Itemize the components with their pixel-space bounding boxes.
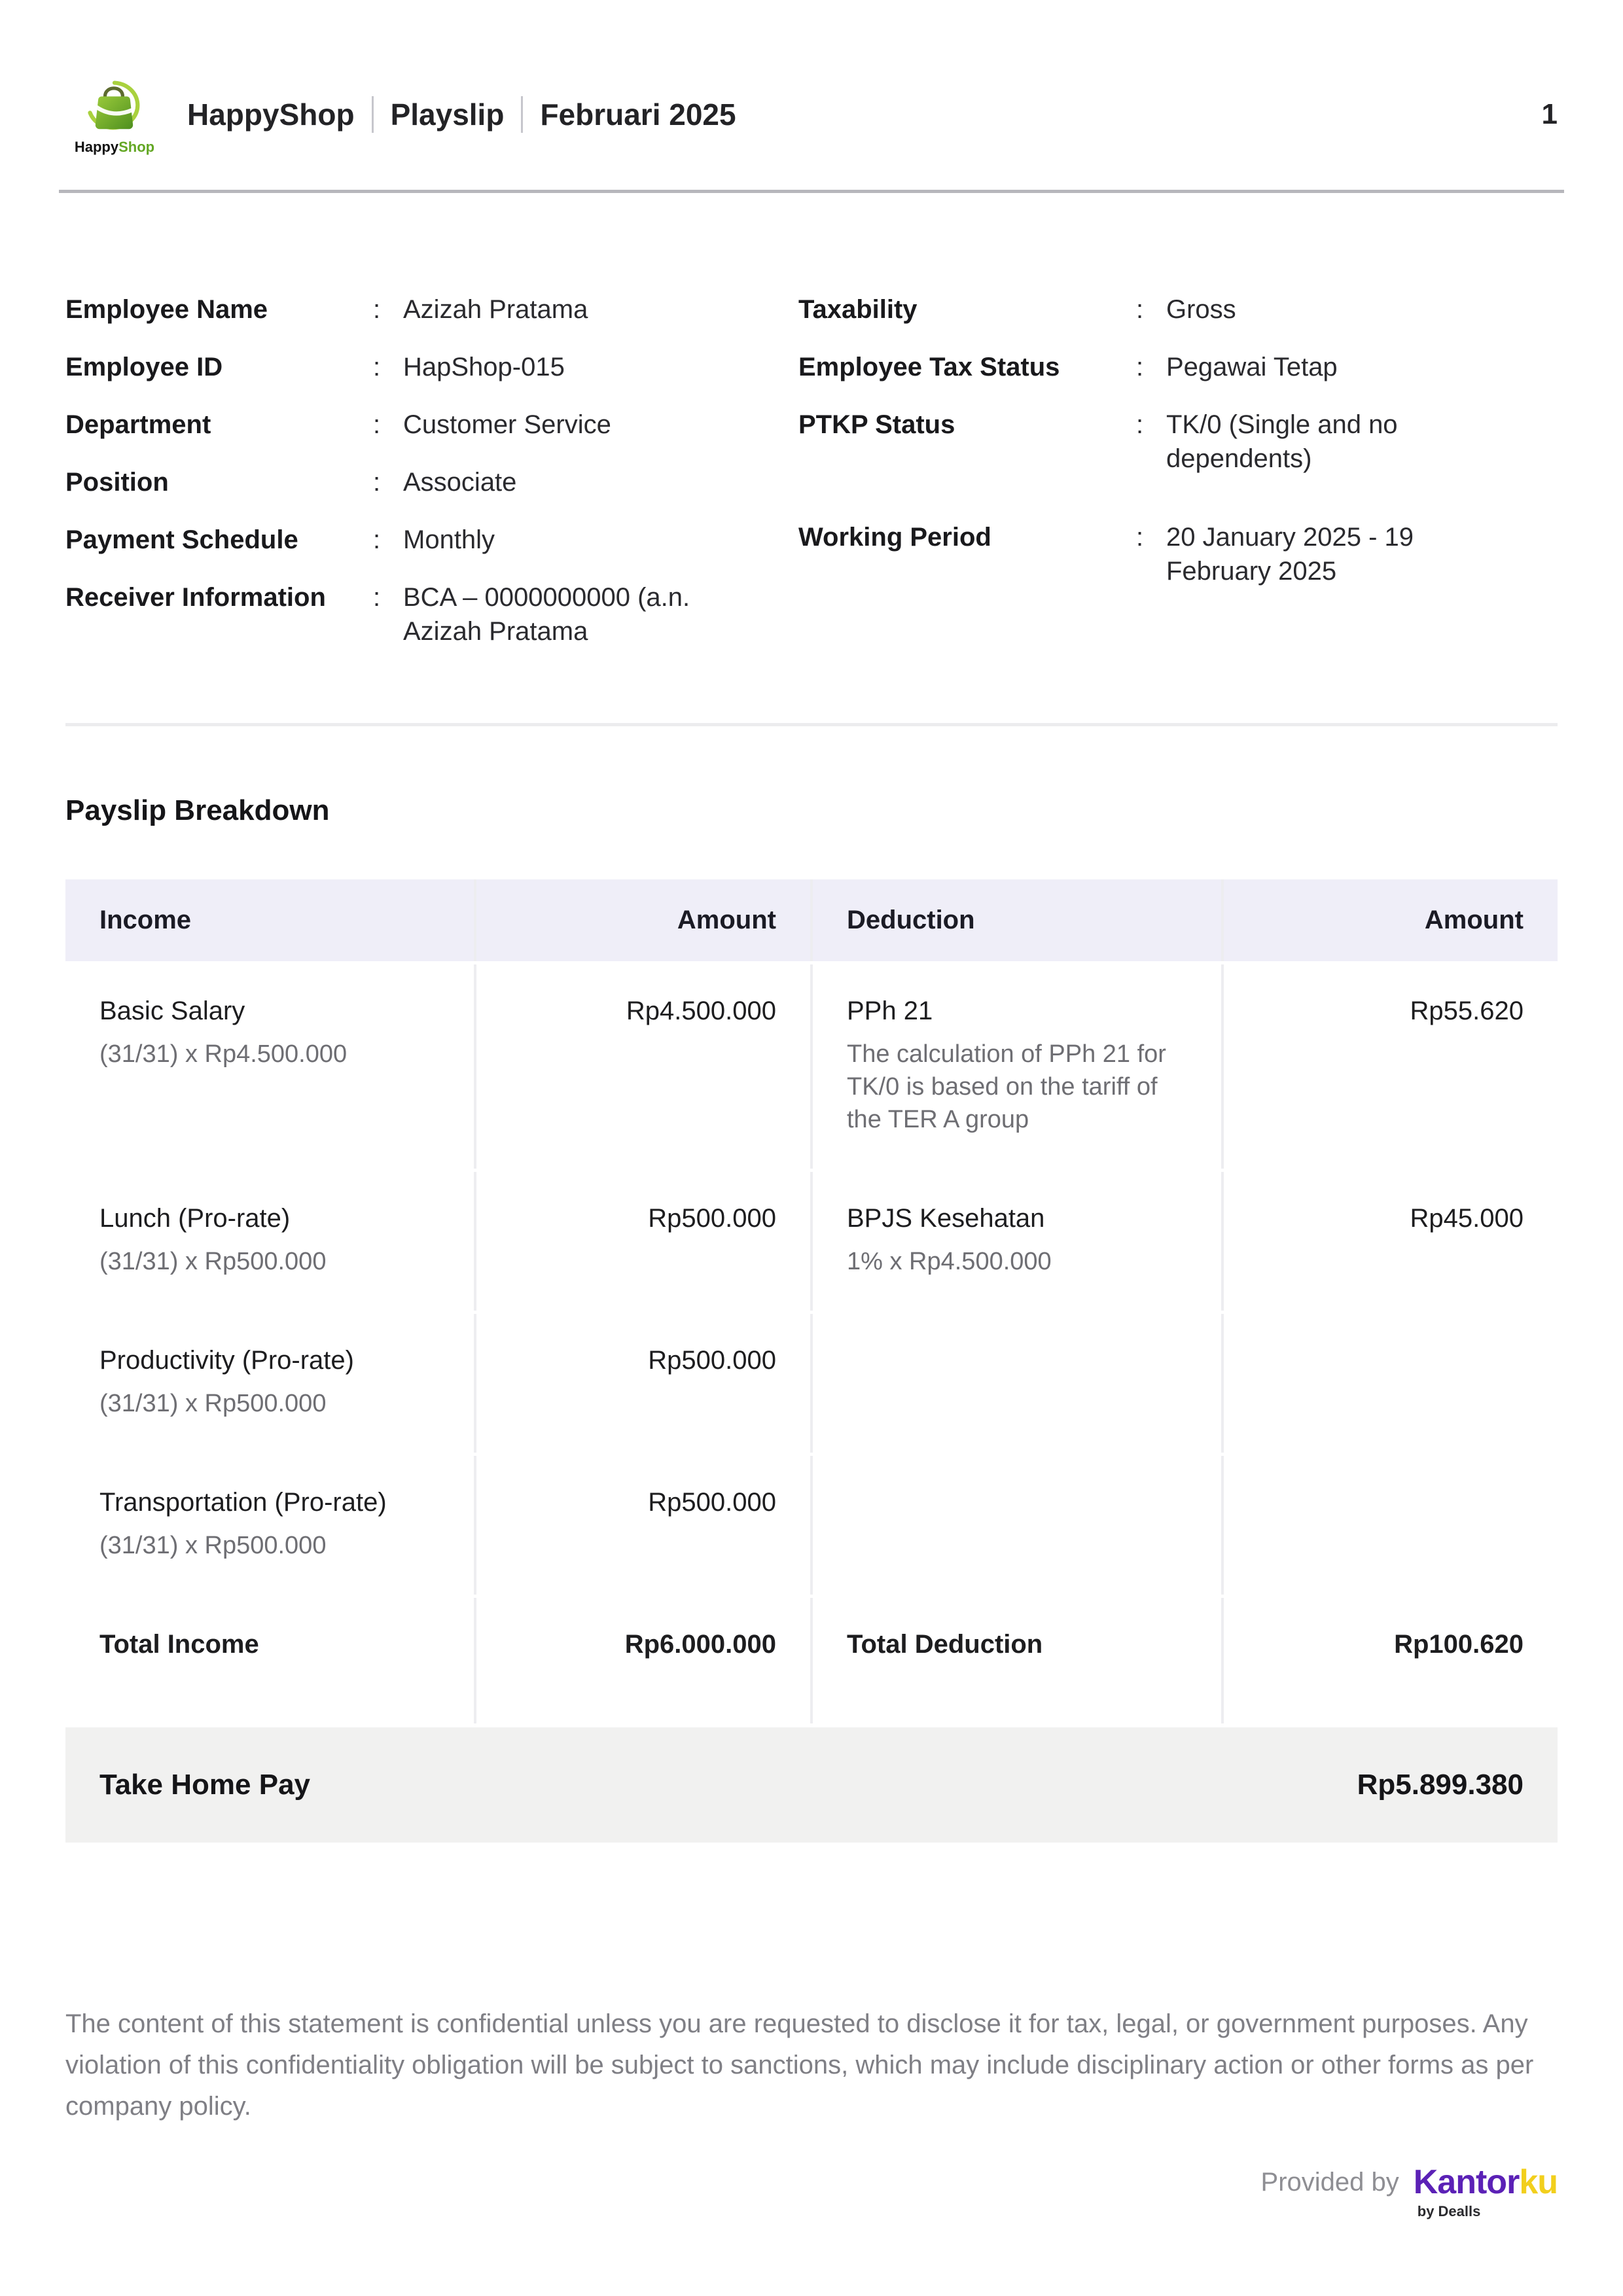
income-amount: Rp500.000 — [648, 1346, 776, 1375]
info-colon: : — [373, 410, 381, 439]
header-separator — [372, 96, 374, 133]
kantorku-kantor-text: Kantor — [1413, 2163, 1520, 2201]
table-row-lunch — [65, 1172, 1558, 1311]
kantorku-wordmark — [1414, 2161, 1558, 2203]
document-header — [65, 73, 1558, 156]
total-income-label-cell — [65, 1598, 474, 1723]
income-item-cell — [65, 1456, 474, 1595]
income-item-name: Basic Salary — [99, 997, 245, 1025]
info-label: Receiver Information — [65, 583, 326, 612]
income-amount-cell — [476, 1172, 810, 1311]
info-row-receiver-information — [65, 580, 798, 648]
deduction-amount-cell — [1224, 1314, 1558, 1453]
info-value: Monthly — [403, 525, 495, 554]
income-item-formula: (31/31) x Rp500.000 — [99, 1248, 327, 1275]
total-deduction-amount: Rp100.620 — [1394, 1630, 1524, 1659]
info-value: Associate — [403, 468, 517, 497]
table-row-totals — [65, 1598, 1558, 1723]
info-colon: : — [1136, 410, 1144, 439]
income-amount: Rp500.000 — [648, 1204, 776, 1233]
income-item-name: Transportation (Pro-rate) — [99, 1488, 387, 1517]
total-income-amount: Rp6.000.000 — [624, 1630, 776, 1659]
deduction-amount-cell — [1224, 1456, 1558, 1595]
total-income-label: Total Income — [99, 1630, 259, 1659]
info-label: Employee Tax Status — [798, 353, 1060, 381]
info-label: Taxability — [798, 295, 918, 324]
take-home-pay-amount: Rp5.899.380 — [1357, 1769, 1524, 1801]
income-item-cell — [65, 1172, 474, 1311]
income-item-cell — [65, 1314, 474, 1453]
header-separator — [521, 96, 523, 133]
section-divider — [65, 723, 1558, 726]
info-label: Employee ID — [65, 353, 223, 381]
deduction-item-cell — [813, 964, 1221, 1169]
deduction-amount: Rp55.620 — [1410, 997, 1524, 1025]
payslip-table — [65, 879, 1558, 1843]
info-value: 20 January 2025 - 19 February 2025 — [1166, 523, 1414, 586]
info-value: Azizah Pratama — [403, 295, 588, 324]
table-header-row — [65, 879, 1558, 961]
info-label: PTKP Status — [798, 410, 955, 439]
deduction-item-note: The calculation of PPh 21 for TK/0 is based on the tariff of the TER A group — [847, 1040, 1166, 1133]
info-value: TK/0 (Single and no dependents) — [1166, 410, 1398, 473]
column-header-income-amount: Amount — [476, 879, 810, 961]
kantorku-by-dealls-text: by Dealls — [1417, 2203, 1481, 2219]
column-header-income: Income — [65, 879, 474, 961]
income-amount-cell — [476, 1314, 810, 1453]
info-row-department — [65, 408, 798, 442]
info-colon: : — [373, 295, 381, 324]
info-row-employee-id — [65, 350, 798, 384]
employee-info-section — [65, 292, 1558, 672]
info-label: Payment Schedule — [65, 525, 298, 554]
employee-info-left-column — [65, 292, 798, 672]
header-divider — [59, 190, 1564, 193]
info-value: Customer Service — [403, 410, 611, 439]
info-row-taxability — [798, 292, 1558, 327]
income-item-cell — [65, 964, 474, 1169]
total-deduction-label-cell — [813, 1598, 1221, 1723]
deduction-item-cell — [813, 1172, 1221, 1311]
deduction-amount: Rp45.000 — [1410, 1204, 1524, 1233]
total-deduction-amount-cell — [1224, 1598, 1558, 1723]
deduction-item-cell — [813, 1456, 1221, 1595]
info-label: Working Period — [798, 523, 991, 552]
table-row-transportation — [65, 1456, 1558, 1595]
logo-caption-shop: Shop — [118, 139, 155, 155]
info-colon: : — [1136, 353, 1144, 381]
deduction-item-cell — [813, 1314, 1221, 1453]
header-brand: HappyShop — [187, 97, 355, 132]
info-value: BCA – 0000000000 (a.n. Azizah Pratama — [403, 583, 690, 646]
info-colon: : — [373, 353, 381, 381]
kantorku-ku-text: ku — [1519, 2163, 1558, 2201]
header-period: Februari 2025 — [540, 97, 736, 132]
income-amount: Rp4.500.000 — [626, 997, 776, 1025]
deduction-item-name: PPh 21 — [847, 997, 933, 1025]
logo-caption — [75, 139, 154, 156]
deduction-item-name: BPJS Kesehatan — [847, 1204, 1045, 1233]
page-number: 1 — [1541, 98, 1558, 130]
info-value: Pegawai Tetap — [1166, 353, 1338, 381]
kantorku-logo — [1414, 2161, 1558, 2220]
info-colon: : — [373, 525, 381, 554]
income-item-name: Lunch (Pro-rate) — [99, 1204, 291, 1233]
deduction-amount-cell — [1224, 964, 1558, 1169]
income-amount: Rp500.000 — [648, 1488, 776, 1517]
info-row-position — [65, 465, 798, 499]
total-income-amount-cell — [476, 1598, 810, 1723]
info-label: Position — [65, 468, 169, 497]
income-item-name: Productivity (Pro-rate) — [99, 1346, 354, 1375]
column-header-deduction: Deduction — [813, 879, 1221, 961]
provided-by-block — [65, 2161, 1558, 2220]
income-amount-cell — [476, 1456, 810, 1595]
confidentiality-note: The content of this statement is confidential unless you are requested to disclose it for tax, legal, or government purposes. Any violation of this confidentiality obligation will be subject to sanctions, which may include disciplinary action or other forms as per company policy. — [65, 2009, 1534, 2121]
total-deduction-label: Total Deduction — [847, 1630, 1043, 1659]
info-row-payment-schedule — [65, 523, 798, 557]
info-value: Gross — [1166, 295, 1236, 324]
info-label: Department — [65, 410, 211, 439]
footer — [65, 2004, 1558, 2220]
logo-caption-happy: Happy — [74, 139, 119, 155]
income-item-formula: (31/31) x Rp500.000 — [99, 1532, 327, 1559]
info-colon: : — [373, 468, 381, 497]
deduction-amount-cell — [1224, 1172, 1558, 1311]
info-colon: : — [1136, 295, 1144, 324]
table-row-productivity — [65, 1314, 1558, 1453]
table-row-basic-salary — [65, 964, 1558, 1169]
happyshop-logo — [65, 73, 164, 156]
info-row-ptkp-status — [798, 408, 1558, 476]
info-row-employee-name — [65, 292, 798, 327]
income-item-formula: (31/31) x Rp500.000 — [99, 1390, 327, 1417]
info-row-employee-tax-status — [798, 350, 1558, 384]
take-home-pay-label: Take Home Pay — [99, 1769, 311, 1801]
shopping-bag-icon — [80, 73, 149, 141]
info-value: HapShop-015 — [403, 353, 565, 381]
info-colon: : — [373, 583, 381, 612]
info-label: Employee Name — [65, 295, 268, 324]
income-item-formula: (31/31) x Rp4.500.000 — [99, 1040, 348, 1068]
info-colon: : — [1136, 523, 1144, 552]
take-home-pay-row — [65, 1727, 1558, 1843]
info-row-working-period — [798, 520, 1558, 588]
header-doc-type: Playslip — [390, 97, 505, 132]
employee-info-right-column — [798, 292, 1558, 672]
payslip-breakdown-title: Payslip Breakdown — [65, 794, 330, 826]
column-header-deduction-amount: Amount — [1224, 879, 1558, 961]
header-title — [187, 96, 736, 133]
provided-by-label: Provided by — [1260, 2168, 1399, 2197]
deduction-item-note: 1% x Rp4.500.000 — [847, 1248, 1052, 1275]
income-amount-cell — [476, 964, 810, 1169]
